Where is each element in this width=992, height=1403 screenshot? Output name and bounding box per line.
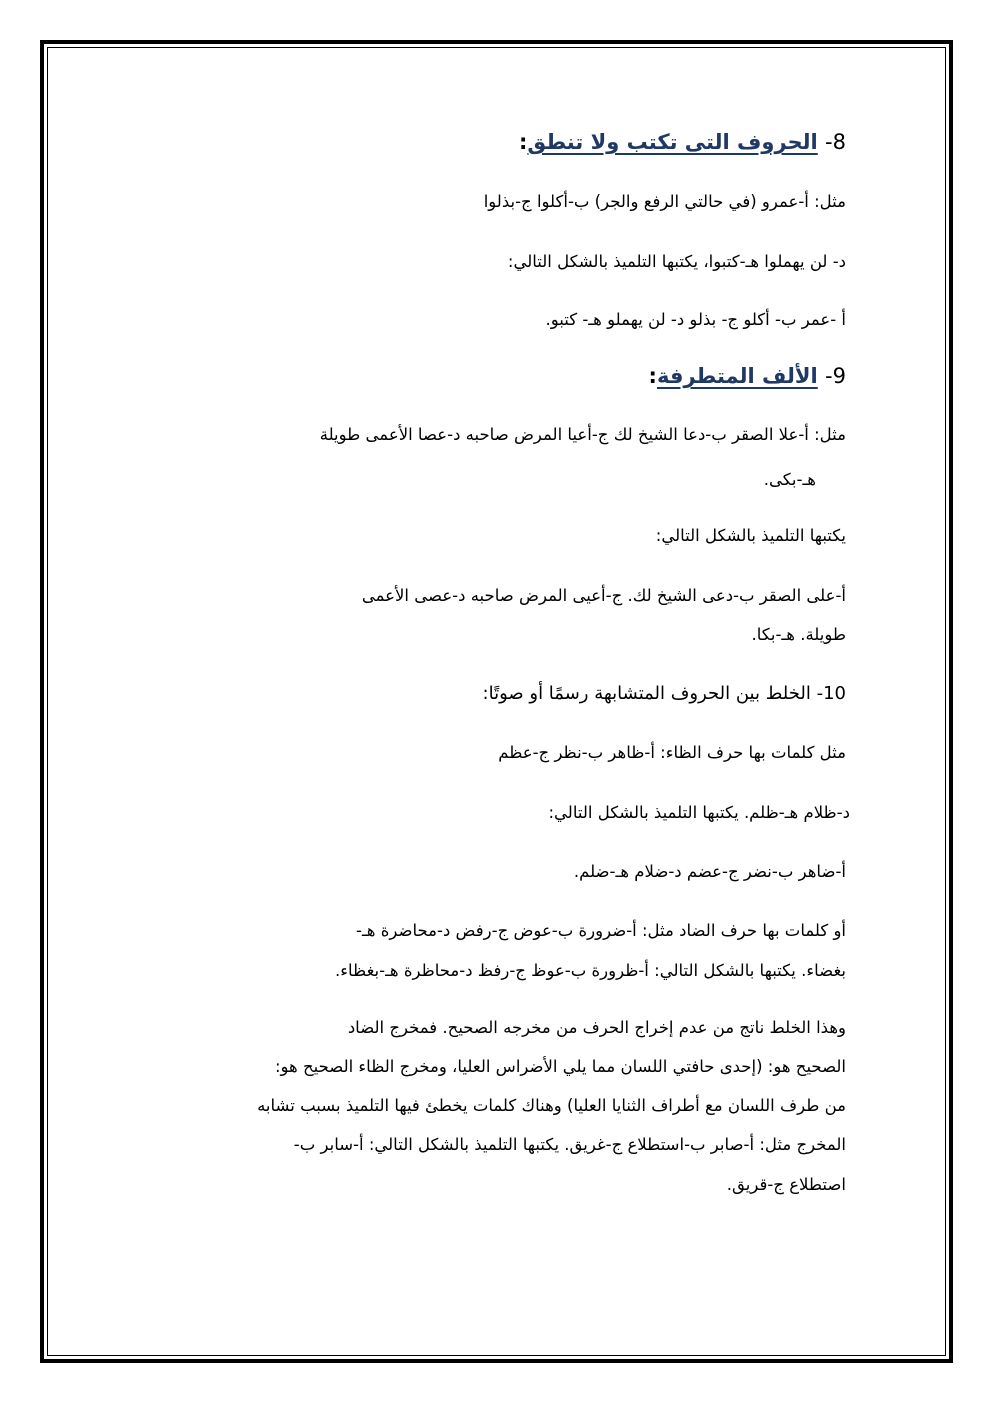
- section-8-number: 8-: [825, 130, 846, 154]
- section-9-title: الألف المتطرفة: [656, 364, 818, 388]
- section-8-line: أ -عمر ب- أكلو ج- بذلو د- لن يهملو هـ- كتبو.: [545, 310, 846, 329]
- section-8-heading: [519, 130, 846, 154]
- section-10-line: بغضاء. يكتبها بالشكل التالي: أ-ظرورة ب-عوظ ج-رفظ د-محاظرة هـ-بغظاء.: [335, 961, 846, 980]
- section-8-colon: :: [519, 130, 528, 154]
- section-10-line: أ-ضاهر ب-نضر ج-عضم د-ضلام هـ-ضلم.: [573, 862, 846, 881]
- section-8-line: د- لن يهملوا هـ-كتبوا، يكتبها التلميذ بالشكل التالي:: [507, 252, 846, 271]
- paragraph-line: وهذا الخلط ناتج من عدم إخراج الحرف من مخرجه الصحيح. فمخرج الضاد: [347, 1018, 846, 1037]
- section-9-number: 9-: [825, 364, 846, 388]
- section-8-line: مثل: أ-عمرو (في حالتي الرفع والجر) ب-أكلوا ج-بذلوا: [483, 192, 846, 211]
- paragraph-line: المخرج مثل: أ-صابر ب-استطلاع ج-غريق. يكتبها التلميذ بالشكل التالي: أ-سابر ب-: [293, 1135, 846, 1154]
- section-9-colon: :: [648, 364, 657, 388]
- section-9-line: طويلة. هـ-بكا.: [751, 625, 846, 644]
- paragraph-line: اصتطلاع ج-قريق.: [726, 1175, 846, 1194]
- section-9-line: أ-على الصقر ب-دعى الشيخ لك. ج-أعيى المرض صاحبه د-عصى الأعمى: [361, 586, 846, 605]
- paragraph-line: من طرف اللسان مع أطراف الثنايا العليا) وهناك كلمات يخطئ فيها التلميذ بسبب تشابه: [257, 1096, 846, 1115]
- section-10-line: مثل كلمات بها حرف الظاء: أ-ظاهر ب-نظر ج-عظم: [498, 743, 846, 762]
- paragraph-line: الصحيح هو: (إحدى حافتي اللسان مما يلي الأضراس العليا، ومخرج الظاء الصحيح هو:: [274, 1057, 846, 1076]
- section-9-line: مثل: أ-علا الصقر ب-دعا الشيخ لك ج-أعيا المرض صاحبه د-عصا الأعمى طويلة: [319, 425, 846, 444]
- section-9-line: يكتبها التلميذ بالشكل التالي:: [655, 526, 846, 545]
- section-10-line: أو كلمات بها حرف الضاد مثل: أ-ضرورة ب-عوض ج-رفض د-محاضرة هـ-: [356, 921, 846, 940]
- section-9-heading: [649, 364, 846, 388]
- section-8-title: الحروف التى تكتب ولا تنطق: [527, 130, 818, 154]
- section-10-line: د-ظلام هـ-ظلم. يكتبها التلميذ بالشكل التالي:: [548, 803, 850, 822]
- section-9-line: هـ-بكى.: [763, 470, 816, 489]
- section-10-heading: 10- الخلط بين الحروف المتشابهة رسمًا أو صوتًا:: [482, 683, 846, 704]
